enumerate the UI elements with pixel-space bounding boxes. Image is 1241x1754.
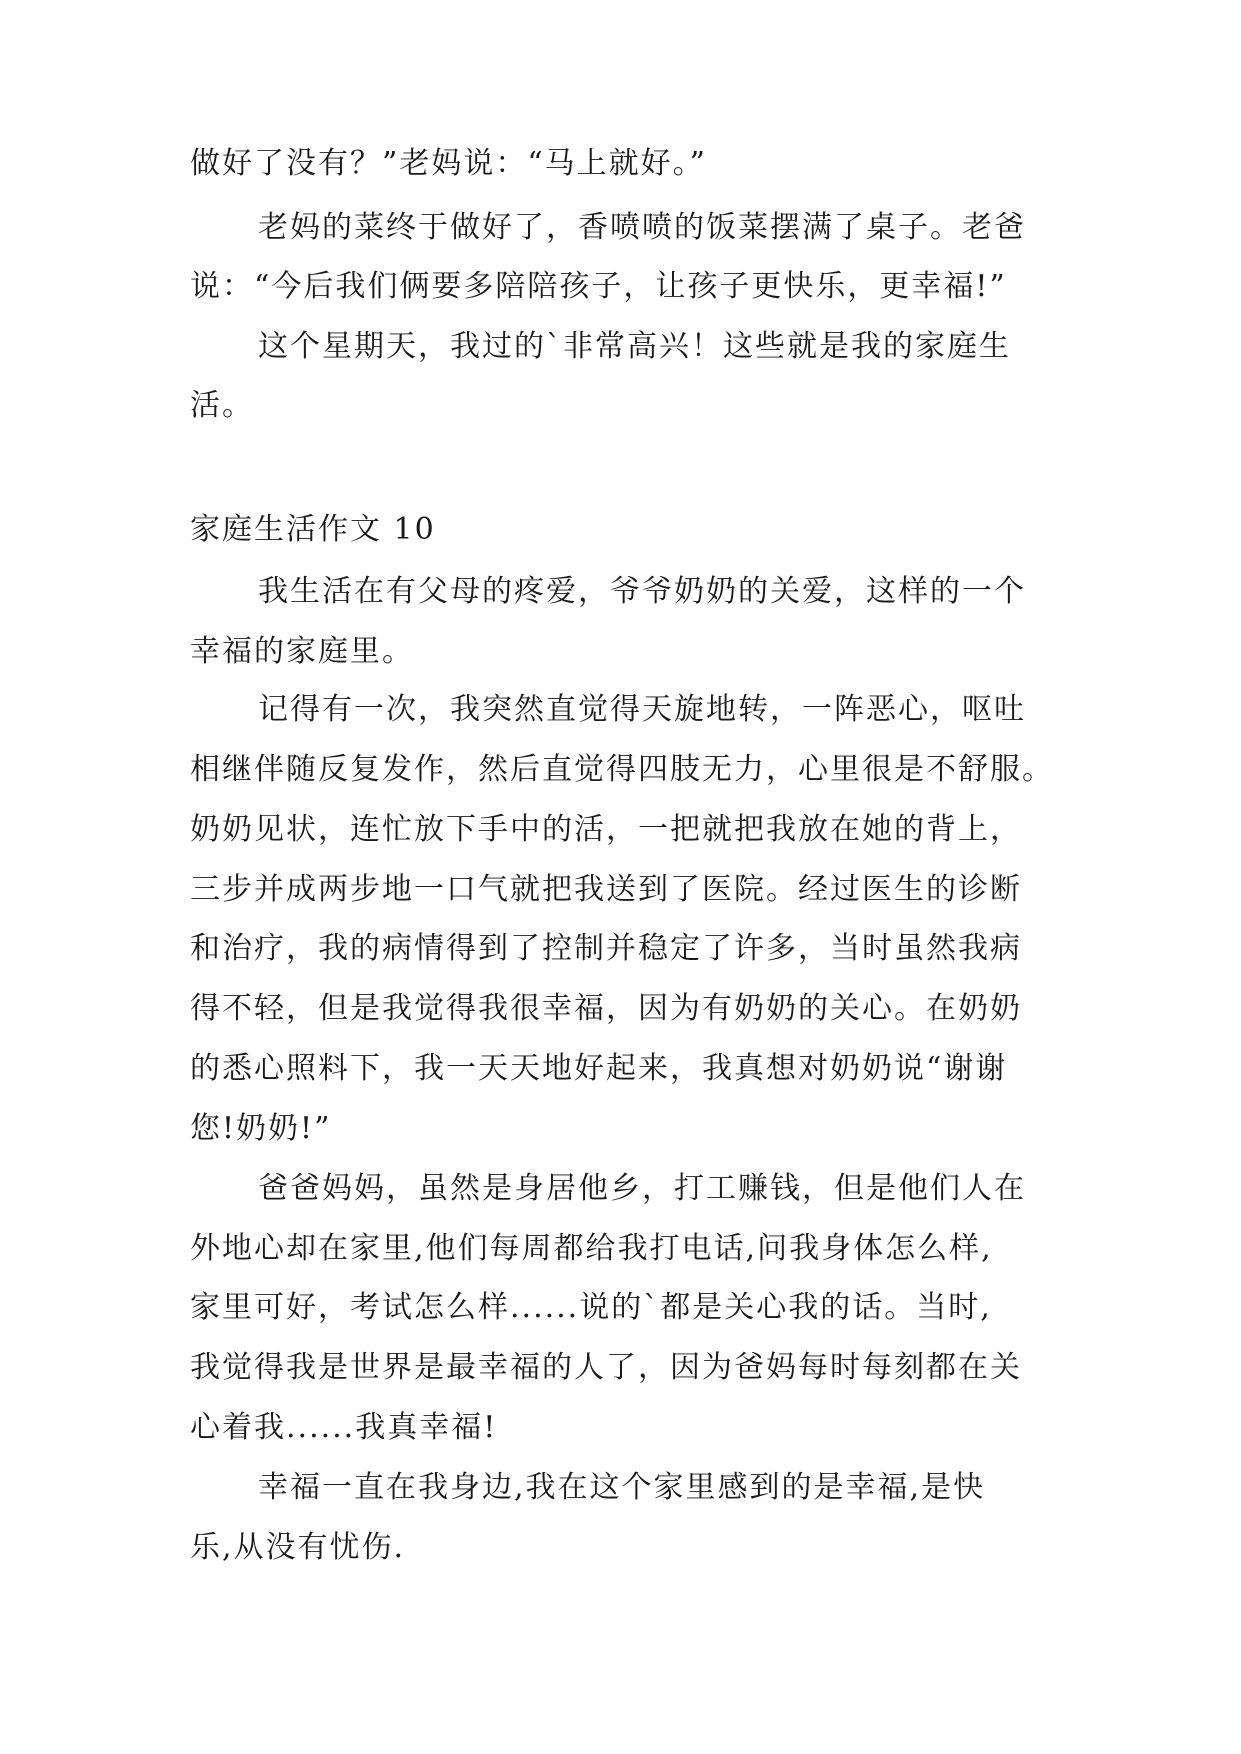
text-line: 老妈的菜终于做好了，香喷喷的饭菜摆满了桌子。老爸 xyxy=(258,210,1026,245)
text-line: 爸爸妈妈，虽然是身居他乡，打工赚钱，但是他们人在 xyxy=(258,1171,1026,1206)
text-line: 说：“今后我们俩要多陪陪孩子，让孩子更快乐，更幸福!” xyxy=(190,269,1007,304)
section-title: 家庭生活作文 10 xyxy=(190,512,436,547)
text-line: 三步并成两步地一口气就把我送到了医院。经过医生的诊断 xyxy=(190,872,1022,907)
text-line: 记得有一次，我突然直觉得天旋地转，一阵恶心，呕吐 xyxy=(258,692,1026,727)
text-line: 的悉心照料下，我一天天地好起来，我真想对奶奶说“谢谢 xyxy=(190,1051,1008,1086)
text-line: 心着我......我真幸福! xyxy=(190,1410,498,1445)
text-line: 和治疗，我的病情得到了控制并稳定了许多，当时虽然我病 xyxy=(190,931,1022,966)
text-line: 外地心却在家里,他们每周都给我打电话,问我身体怎么样, xyxy=(190,1231,993,1266)
text-line: 做好了没有？”老妈说：“马上就好。” xyxy=(190,146,708,181)
text-line: 活。 xyxy=(190,388,254,423)
text-line: 我生活在有父母的疼爱，爷爷奶奶的关爱，这样的一个 xyxy=(258,574,1026,609)
text-line: 您!奶奶!” xyxy=(190,1111,332,1146)
text-line: 相继伴随反复发作，然后直觉得四肢无力，心里很是不舒服。 xyxy=(190,752,1054,787)
text-line: 我觉得我是世界是最幸福的人了，因为爸妈每时每刻都在关 xyxy=(190,1350,1022,1385)
text-line: 乐,从没有忧伤. xyxy=(190,1530,406,1565)
text-line: 奶奶见状，连忙放下手中的活，一把就把我放在她的背上， xyxy=(190,812,1022,847)
text-line: 得不轻，但是我觉得我很幸福，因为有奶奶的关心。在奶奶 xyxy=(190,991,1022,1026)
text-line: 家里可好，考试怎么样......说的`都是关心我的话。当时, xyxy=(190,1290,992,1325)
text-line: 幸福的家庭里。 xyxy=(190,634,414,669)
text-line: 这个星期天，我过的`非常高兴！这些就是我的家庭生 xyxy=(258,329,1011,364)
text-line: 幸福一直在我身边,我在这个家里感到的是幸福,是快 xyxy=(258,1470,986,1505)
